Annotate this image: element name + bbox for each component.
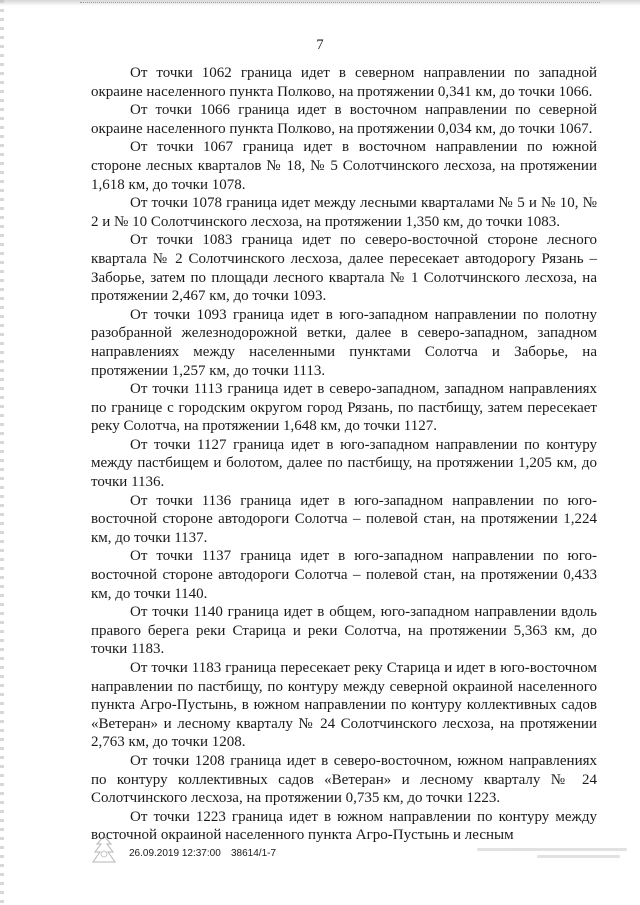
paragraph: От точки 1066 граница идет в восточном направлении по северной окраине населенного пункта Полково, на протяжении 0,034 км, до точки 1067.	[91, 102, 597, 137]
paragraph: От точки 1208 граница идет в северо-восточном, южном направлениях по контуру коллективных садов «Ветеран» и лесному кварталу № 24 Солотчинского лесхоза, на протяжении 0,735 км, до точки 1223.	[91, 752, 597, 807]
scan-left-edge	[0, 0, 4, 905]
paragraph: От точки 1093 граница идет в юго-западном направлении по полотну разобранной железнодорожной ветки, далее в северо-западном, западном направлениях между населенными пунктами Солотча и Заборье, на протяжении 1,257 км, до точки 1113.	[91, 306, 597, 379]
print-timestamp: 26.09.2019 12:37:00	[129, 848, 221, 859]
document-body	[91, 64, 597, 845]
paragraph: От точки 1137 граница идет в юго-западном направлении по юго-восточной стороне автодороги Солотча – полевой стан, на протяжении 0,433 км, до точки 1140.	[91, 548, 597, 602]
paragraph: От точки 1067 граница идет в восточном направлении по южной стороне лесных кварталов № 18, № 5 Солотчинского лесхоза, на протяжении 1,618 км, до точки 1078.	[91, 139, 597, 193]
paragraph: От точки 1078 граница идет между лесными кварталами № 5 и № 10, № 2 и № 10 Солотчинского лесхоза, на протяжении 1,350 км, до точки 1083.	[91, 195, 597, 230]
page-number: 7	[316, 37, 324, 53]
faded-watermark	[477, 844, 627, 858]
paragraph: От точки 1136 граница идет в юго-западном направлении по юго-восточной стороне автодороги Солотча – полевой стан, на протяжении 1,224 км, до точки 1137.	[91, 492, 597, 546]
paragraph: От точки 1083 граница идет по северо-восточной стороне лесного квартала № 2 Солотчинского лесхоза, далее пересекает автодорогу Рязань – Заборье, затем по площади лесного квартала № 1 Солотчинского лесхоза, на протяжении 2,467 км, до точки 1093.	[91, 232, 597, 305]
paragraph: От точки 1062 граница идет в северном направлении по западной окраине населенного пункта Полково, на протяжении 0,341 км, до точки 1066.	[91, 65, 597, 100]
paragraph: От точки 1113 граница идет в северо-западном, западном направлениях по границе с городским округом город Рязань, по пастбищу, затем пересекает реку Солотча, на протяжении 1,648 км, до точки 1127.	[91, 381, 597, 435]
registry-stamp-icon	[91, 834, 117, 868]
paragraph: От точки 1127 граница идет в юго-западном направлении по контуру между пастбищем и болотом, далее по пастбищу, на протяжении 1,205 км, до точки 1136.	[91, 436, 597, 491]
paragraph: От точки 1140 граница идет в общем, юго-западном направлении вдоль правого берега реки Старица и реки Солотча, на протяжении 5,363 км, до точки 1183.	[91, 604, 597, 658]
paragraph: От точки 1183 граница пересекает реку Старица и идет в юго-восточном направлении по пастбищу, по контуру между северной окраиной населенного пункта Агро-Пустынь, в южном направлении по контуру коллективных садов «Ветеран» и лесному кварталу № 24 Солотчинского лесхоза, на протяжении 2,763 км, до точки 1208.	[91, 660, 597, 751]
document-code: 38614/1-7	[231, 848, 277, 859]
paragraph: От точки 1223 граница идет в южном направлении по контуру между восточной окраиной населенного пункта Агро-Пустынь и лесным	[91, 808, 597, 844]
page-footer	[91, 842, 597, 882]
scan-top-marks	[80, 2, 600, 6]
